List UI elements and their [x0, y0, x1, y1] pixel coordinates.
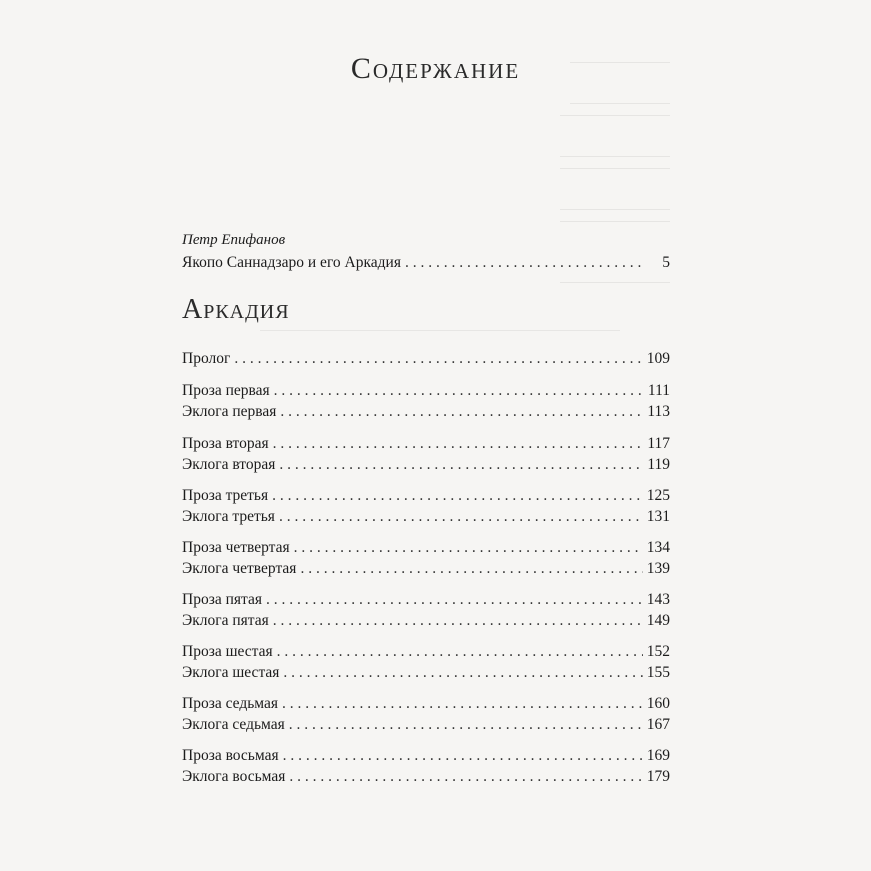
toc-entry-page: 113	[647, 403, 670, 420]
leader-dots	[279, 507, 643, 527]
leader-dots	[234, 349, 642, 369]
toc-entry[interactable]	[182, 611, 670, 631]
leader-dots	[294, 538, 643, 558]
leader-dots	[266, 590, 643, 610]
leader-dots	[272, 486, 643, 506]
leader-dots	[405, 253, 644, 273]
toc-entry-page: 111	[647, 382, 670, 399]
toc-entry-page: 152	[646, 643, 670, 660]
leader-dots	[283, 663, 642, 683]
toc-entry-title: Эклога восьмая	[182, 768, 286, 785]
toc-entry-title: Проза восьмая	[182, 747, 279, 764]
intro-author: Петр Епифанов	[182, 232, 286, 248]
toc-entry-page: 169	[646, 747, 670, 764]
toc-entry[interactable]	[182, 349, 670, 369]
toc-entry-title: Проза вторая	[182, 435, 269, 452]
toc-entry-page: 5	[662, 254, 670, 271]
leader-dots	[300, 559, 642, 579]
toc-entry-title: Якопо Саннадзаро и его Аркадия	[182, 254, 401, 271]
toc-entry[interactable]	[182, 663, 670, 683]
leader-dots	[280, 402, 643, 422]
toc-entry[interactable]	[182, 538, 670, 558]
toc-entry-page: 109	[646, 350, 670, 367]
leader-dots	[289, 715, 643, 735]
leader-dots	[283, 746, 643, 766]
leader-dots	[274, 381, 644, 401]
toc-entry[interactable]	[182, 694, 670, 714]
toc-entry-title: Эклога четвертая	[182, 560, 297, 577]
toc-entry-title: Пролог	[182, 350, 231, 367]
leader-dots	[282, 694, 643, 714]
toc-entry-title: Эклога шестая	[182, 664, 280, 681]
toc-entry[interactable]	[182, 507, 670, 527]
toc-entry[interactable]	[182, 767, 670, 787]
toc-entry-page: 155	[646, 664, 670, 681]
leader-dots	[277, 642, 643, 662]
toc-entry-page: 131	[646, 508, 670, 525]
toc-entry-page: 149	[646, 612, 670, 629]
leader-dots	[273, 611, 643, 631]
toc-entry-intro[interactable]	[182, 253, 670, 273]
toc-entry[interactable]	[182, 434, 670, 454]
section-title: Аркадия	[182, 294, 290, 325]
toc-entry[interactable]	[182, 642, 670, 662]
toc-entry-title: Эклога седьмая	[182, 716, 285, 733]
toc-entry-page: 119	[647, 456, 670, 473]
toc-entry-page: 139	[646, 560, 670, 577]
leader-dots	[289, 767, 642, 787]
toc-entry-title: Проза пятая	[182, 591, 262, 608]
bleed-through	[560, 221, 670, 283]
toc-entry-title: Эклога пятая	[182, 612, 269, 629]
toc-entry[interactable]	[182, 746, 670, 766]
toc-entry[interactable]	[182, 559, 670, 579]
toc-entry[interactable]	[182, 590, 670, 610]
toc-entry[interactable]	[182, 486, 670, 506]
bleed-through	[560, 168, 670, 210]
toc-entry-title: Эклога третья	[182, 508, 275, 525]
toc-entry-page: 179	[646, 768, 670, 785]
toc-entry-page: 117	[647, 435, 670, 452]
toc-entry[interactable]	[182, 381, 670, 401]
toc-entry-page: 167	[646, 716, 670, 733]
leader-dots	[273, 434, 644, 454]
toc-entry-title: Проза третья	[182, 487, 269, 504]
bleed-through	[560, 115, 670, 157]
toc-entry[interactable]	[182, 455, 670, 475]
toc-entry-title: Проза четвертая	[182, 539, 290, 556]
toc-entry[interactable]	[182, 402, 670, 422]
toc-entry-page: 125	[646, 487, 670, 504]
toc-entry-page: 160	[646, 695, 670, 712]
toc-entry-title: Проза шестая	[182, 643, 273, 660]
toc-entry-title: Эклога вторая	[182, 456, 276, 473]
toc-entry[interactable]	[182, 715, 670, 735]
toc-entry-page: 143	[646, 591, 670, 608]
page-title: Содержание	[350, 52, 521, 85]
leader-dots	[279, 455, 643, 475]
toc-entry-title: Проза седьмая	[182, 695, 278, 712]
toc-entry-title: Проза первая	[182, 382, 270, 399]
toc-entry-title: Эклога первая	[182, 403, 277, 420]
toc-entry-page: 134	[646, 539, 670, 556]
